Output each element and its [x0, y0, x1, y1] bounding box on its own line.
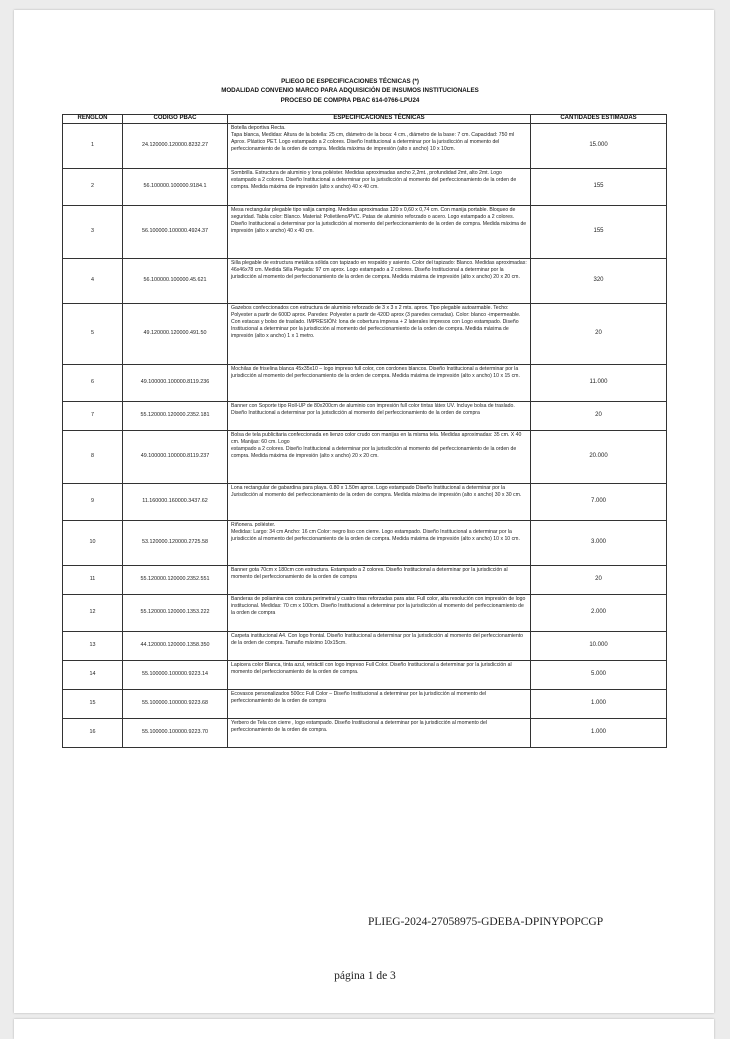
row-number: 11	[63, 566, 123, 595]
table-row	[63, 719, 667, 748]
column-header-renglon: RENGLON	[63, 115, 123, 124]
next-document-page	[14, 1019, 714, 1039]
row-number: 12	[63, 595, 123, 632]
row-code: 55.120000.120000.2352.181	[123, 402, 228, 431]
row-specification: Ecovasos personalizados 500cc Full Color – Diseño Institucional a determinar por la jurisdicción al momento del perfeccionamiento de la orden de compra	[228, 690, 531, 719]
row-specification: Lapicera color Blanca, tinta azul, retráctil con logo impreso Full Color. Diseño Institucional a determinar por la jurisdicción al momento del perfeccionamiento de la orden de compra.	[228, 661, 531, 690]
row-specification: Riñonera. poliéster. Medidas: Largo: 34 cm Ancho: 16 cm Color: negro liso con cierre. Logo estampado. Diseño Institucional a determinar por la jurisdicción al momento del perfeccionamiento de la orden de compra. Medida máxima de impresión (alto x ancho) 10 x 10 cm.	[228, 521, 531, 566]
row-specification: Lona rectangular de gabardina para playa. 0.80 x 1.50m aprox. Logo estampado Diseño Institucional a determinar por la Jurisdicción al momento del perfeccionamiento de la orden de compra. Medida máxima de impresión (alto x ancho) 30 x 30 cm.	[228, 484, 531, 521]
row-number: 15	[63, 690, 123, 719]
table-row	[63, 566, 667, 595]
row-code: 55.120000.120000.2352.551	[123, 566, 228, 595]
table-row	[63, 304, 667, 365]
row-code: 55.100000.100000.9223.68	[123, 690, 228, 719]
column-header-codigo: CODIGO PBAC	[123, 115, 228, 124]
row-specification: Banner gota 70cm x 180cm con estructura. Estampado a 2 colores. Diseño Institucional a determinar por la jurisdicción al momento del perfeccionamiento de la orden de compra	[228, 566, 531, 595]
row-number: 5	[63, 304, 123, 365]
table-row	[63, 206, 667, 259]
row-code: 55.100000.100000.9223.14	[123, 661, 228, 690]
row-number: 4	[63, 259, 123, 304]
row-code: 56.100000.100000.4924.37	[123, 206, 228, 259]
header-process: PROCESO DE COMPRA PBAC 614-0766-LPU24	[280, 96, 420, 104]
table-row	[63, 484, 667, 521]
table-row	[63, 402, 667, 431]
row-specification: Mochilas de friselina blanca 45x35x10 – logo impreso full color, con cordones blancos. Diseño Institucional a determinar por la jurisdicción al momento del perfeccionamiento de la orden de compra. Medida máxima de impresión (alto x ancho) 10 x 15 cm.	[228, 365, 531, 402]
row-number: 3	[63, 206, 123, 259]
row-specification: Banner con Soporte tipo Roll-UP de 80x200cm de aluminio con impresión full color tintas látex UV. Incluye bolsa de traslado. Diseño Institucional a determinar por la jurisdicción al momento del perfeccionamiento de la orden de compra	[228, 402, 531, 431]
row-quantity: 3.000	[531, 521, 667, 566]
row-specification: Banderas de poliamina con costura perimetral y cuatro tiras reforzadas para atar. Full color, alta resolución con impresión de logo institucional. Medidas: 70 cm x 100cm. Diseño Institucional a determinar por la jurisdicción al momento del perfeccionamiento de la orden de compra	[228, 595, 531, 632]
row-specification: Yerbero de Tela con cierre , logo estampado. Diseño Institucional a determinar por la jurisdicción al momento del perfeccionamiento de la orden de compra.	[228, 719, 531, 748]
row-quantity: 1.000	[531, 719, 667, 748]
column-header-especificaciones: ESPECIFICACIONES TÉCNICAS	[228, 115, 531, 124]
row-quantity: 5.000	[531, 661, 667, 690]
row-number: 1	[63, 124, 123, 169]
row-quantity: 20	[531, 304, 667, 365]
table-row	[63, 690, 667, 719]
row-quantity: 2.000	[531, 595, 667, 632]
row-code: 11.160000.160000.3437.62	[123, 484, 228, 521]
table-row	[63, 365, 667, 402]
row-quantity: 155	[531, 206, 667, 259]
row-number: 10	[63, 521, 123, 566]
row-number: 14	[63, 661, 123, 690]
document-id: PLIEG-2024-27058975-GDEBA-DPINYPOPCGP	[368, 916, 604, 928]
row-specification: Sombrilla. Estructura de aluminio y lona poliéster. Medidas aproximadas ancho 2,2mt., profundidad 2mt, alto 2mt. Logo estampado a 2 colores. Diseño Institucional a determinar por la jurisdicción al momento del perfeccionamiento de la orden de compra. Medida máxima de impresión (alto x ancho) 40 x 40 cm.	[228, 169, 531, 206]
row-number: 2	[63, 169, 123, 206]
column-header-cantidades: CANTIDADES ESTIMADAS	[531, 115, 667, 124]
row-quantity: 20	[531, 402, 667, 431]
table-row	[63, 431, 667, 484]
row-code: 53.120000.120000.2725.58	[123, 521, 228, 566]
table-row	[63, 521, 667, 566]
document-header	[40, 77, 660, 105]
row-code: 56.100000.100000.9184.1	[123, 169, 228, 206]
row-code: 49.100000.100000.8119.236	[123, 365, 228, 402]
table-row	[63, 169, 667, 206]
page-number: página 1 de 3	[334, 970, 396, 982]
row-quantity: 1.000	[531, 690, 667, 719]
header-title: PLIEGO DE ESPECIFICACIONES TÉCNICAS (*)	[281, 78, 419, 85]
row-number: 8	[63, 431, 123, 484]
row-number: 6	[63, 365, 123, 402]
row-code: 55.120000.120000.1353.222	[123, 595, 228, 632]
table-row	[63, 595, 667, 632]
row-quantity: 155	[531, 169, 667, 206]
table-row	[63, 124, 667, 169]
row-specification: Botella deportiva Recta. Tapa blanca, Medidas: Altura de la botella: 25 cm, diámetro de la boca: 4 cm., diámetro de la base: 7 cm. Capacidad: 750 ml Aprox. Plástico PET. Logo estampado a 2 colores. Diseño Institucional a determinar por la jurisdicción al momento del perfeccionamiento de la orden de compra. Medida máxima de impresión (alto x ancho) 10 x 10cm.	[228, 124, 531, 169]
row-quantity: 11.000	[531, 365, 667, 402]
table-row	[63, 661, 667, 690]
row-quantity: 320	[531, 259, 667, 304]
row-code: 24.120000.120000.8232.27	[123, 124, 228, 169]
row-code: 55.100000.100000.9223.70	[123, 719, 228, 748]
specifications-table	[62, 114, 667, 748]
row-specification: Gazebos confeccionados con estructura de aluminio reforzado de 3 x 3 x 2 mts. aprox. Tipo plegable autoarmable. Techo: Polyester a partir de 600D aprox. Paredes: Polyester a partir de 420D aprox (3 paredes cerradas). Color: blanco -impermeable. Con estacas y bolso de traslado. IMPRESIÓN: lona de cobertura impresa + 2 laterales impresos con Logo estampado. Diseño Institucional a determinar por la jurisdicción al momento del perfeccionamiento de la orden de compra. Medida máxima de impresión (alto x ancho) 1 x 1 metro.	[228, 304, 531, 365]
row-code: 49.120000.120000.491.50	[123, 304, 228, 365]
row-code: 44.120000.120000.1358.350	[123, 632, 228, 661]
table-row	[63, 259, 667, 304]
row-code: 56.100000.100000.45.621	[123, 259, 228, 304]
row-quantity: 10.000	[531, 632, 667, 661]
row-number: 7	[63, 402, 123, 431]
header-modality: MODALIDAD CONVENIO MARCO PARA ADQUISICIÓN DE INSUMOS INSTITUCIONALES	[221, 87, 479, 95]
row-quantity: 20.000	[531, 431, 667, 484]
table-row	[63, 632, 667, 661]
row-specification: Mesa rectangular plegable tipo valija camping. Medidas aproximadas 120 x 0,60 x 0,74 cm. Con manija portable. Bloqueo de seguridad. Tabla color: Blanco. Material: Polietileno/PVC. Patas de aluminio reforzado o acero. Logo estampado a 2 colores. Diseño Institucional a determinar por la jurisdicción al momento del perfeccionamiento de la orden de compra. Medida máxima de impresión (alto x ancho) 40 x 40 cm.	[228, 206, 531, 259]
row-number: 9	[63, 484, 123, 521]
row-quantity: 15.000	[531, 124, 667, 169]
row-quantity: 20	[531, 566, 667, 595]
row-quantity: 7.000	[531, 484, 667, 521]
row-number: 16	[63, 719, 123, 748]
row-specification: Silla plegable de estructura metálica sólida con tapizado en respaldo y asiento. Color del tapizado: Blanco. Medidas aproximadas: 46x46x78 cm. Medida Silla Plegada: 97 cm aprox. Logo estampado a 2 colores. Diseño Institucional a determinar por la jurisdicción al momento del perfeccionamiento de la orden de compra. Medida máxima de impresión (alto x ancho) 20 x 20 cm.	[228, 259, 531, 304]
row-number: 13	[63, 632, 123, 661]
row-code: 49.100000.100000.8119.237	[123, 431, 228, 484]
row-specification: Bolsa de tela publicitaria confeccionada en lienzo color crudo con manijas en la misma tela. Medidas aproximadas: 35 cm. X 40 cm. Manijas: 60 cm. Logo estampado a 2 colores. Diseño Institucional a determinar por la jurisdicción al momento del perfeccionamiento de la orden de compra. Medida máxima de impresión (alto x ancho) 20 x 20 cm.	[228, 431, 531, 484]
table-header-row	[63, 115, 667, 124]
row-specification: Carpeta institucional A4. Con logo frontal. Diseño Institucional a determinar por la jurisdicción al momento del perfeccionamiento de la orden de compra. Tamaño máximo 10x15cm.	[228, 632, 531, 661]
